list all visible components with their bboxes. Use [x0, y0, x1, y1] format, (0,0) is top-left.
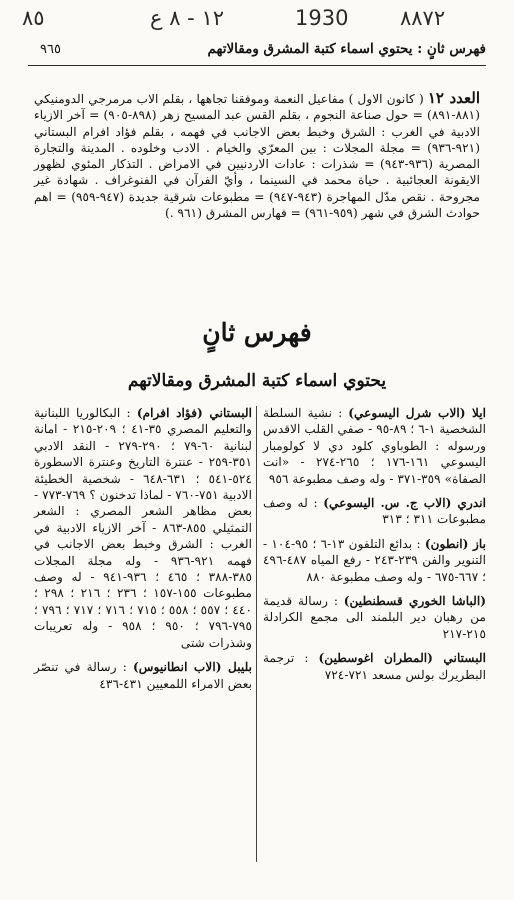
index-entry: البستاني (فؤاد افرام) : البكالوريا اللبنانية والتعليم المصري ٣٥-٤١ ؛ ٢٠٩-٢١٥ - امانة لبنانية ٦٠-٧٩ ؛ ٢٩٠-٢٧٩ - النقد الادبي ٣٥١-٢٥٩ - عنترة التاريخ وعنترة الاسطورة ٥٢٤-٥٤١ ؛ ٦٣١-٦٤٨ - شخصية الخطيئة الادبية ٧٥١-٧٦٠ - لماذا تدخنون ؟ ٧٦٩-٧٧٣ - بعض مظاهر الشعر المصري : الشعر التمثيلي ٨٥٥-٨٦٣ - آخر الازياء الادبية في الغرب : الشرق وخبط بعض الاجانب في فهمه ٩٢١-٩٣٦ - وله مجلة المجلات ٣٨٥-٣٨٨ ؛ ٤٦٥ ؛ ٩٣٦-٩٤١ - له وصف مطبوعات ١٥٥-١٥٧ ؛ ٢٣٦ ؛ ٢١٦ ؛ ٢٩٨ ؛ ٤٤٠ ؛ ٥٥٧ ؛ ٥٥٨ ؛ ٧١٥ ؛ ٧١٦ ؛ ٧١٧ ؛ ٧٩٦ ؛ ٧٩٥-٧٩٦ ؛ ٩٥٠ ؛ ٩٥٨ - وله تعريبات وشذرات شتى [34, 406, 253, 650]
issue-text: ( كانون الاول ) مفاعيل النعمة وموفقنا تجاهها ، بقلم الاب مرمرجي الدومنيكي (٨٨١-٨٩١) = حول صناعة النجوم ، بقلم القس عبد المسيح زهر (٨٩٨-٩٠٥) = آخر الازياء الادبية في الغرب : الشرق وخبط بعض الاجانب في فهمه ، بقلم فؤاد افرام البستاني (٩٢١-٩٣٦) = مجلة المجلات : بين المعرّي والخيام . الادب وخلوده . المدينة والتجارة المصرية (٩٣٦-٩٤٣) = شذرات : عادات الاردنيين في الامراض . التذكار المئوي لظهور الايقونة العجائبية . حياة محمد في السينما ، وأيّ الفرآن في الفنوغراف . شهادة غير مجروحة . نقص مدّل المهاجرة (٩٤٣-٩٤٧) = مطبوعات شرقية جديدة (٩٤٧-٩٥٩) = اهم حوادث الشرق في شهر (٩٥٩-٩٦١) = فهارس المشرق (٩٦١ .) [34, 92, 480, 221]
index-entry: ايلا (الاب شرل اليسوعي) : نشية السلطة الشخصية ١-٦ ؛ ٨٩-٩٥ - صفي القلب الاقدس ورسوله : الطوباوي كلود دي لا كولومبار اليسوعي ١٦١-١٧٦ ؛ ٢٦٥-٢٧٤ - «انت الصفاة» ٣٥٩-٣٧١ - وله وصف مطبوعة ٩٥٦ [263, 406, 487, 486]
column-divider [256, 406, 257, 862]
index-subtitle: يحتوي اسماء كتبة المشرق ومقالاتهم [127, 371, 387, 391]
index-entry: (الباشا الخوري قسطنطين) : رسالة قديمة من رهبان دير البلمند الى مجمع الكرادلة ٢١٥-٢١٧ [263, 594, 487, 641]
index-entry: بليبل (الاب انطانيوس) : رسالة في تنصّر بعض الامراء اللمعيين ٤٣١-٤٣٦ [34, 660, 252, 691]
index-column-right [263, 405, 486, 691]
issue-label: العدد ١٢ [427, 89, 481, 107]
handwritten-note-2: ١٢ - ٨ ع [150, 6, 224, 30]
handwritten-number: ٨٨٧٢ [400, 6, 446, 30]
index-entry: اندري (الاب ج. س. اليسوعي) : له وصف مطبوعات ٣١١ ؛ ٣١٣ [263, 496, 487, 527]
running-header [40, 36, 486, 62]
handwritten-note-1: ٨٥ [22, 6, 45, 30]
issue-12-contents [34, 90, 480, 221]
running-header-title: فهرس ثانٍ : يحتوي اسماء كتبة المشرق ومقالاتهم [207, 41, 486, 57]
index-column-left [34, 405, 252, 700]
page-number: ٩٦٥ [40, 41, 61, 57]
index-title: فهرس ثانٍ [202, 318, 312, 347]
index-entry: باز (انطون) : بدائع التلفون ١٣-٦ ؛ ٩٥-١٠٤ - التنوير والفن ٢٣٩-٢٤٣ - رفع المياه ٤٨٧-٤٩٦ ؛ ٦٦٧-٦٧٥ - وله وصف مطبوعة ٨٨٠ [263, 536, 487, 584]
index-entry: البستاني (المطران اغوسطين) : ترجمة البطريرك بولس مسعد ٧٢١-٧٢٤ [263, 651, 486, 682]
header-rule [28, 65, 486, 66]
handwritten-year: 1930 [295, 6, 349, 30]
